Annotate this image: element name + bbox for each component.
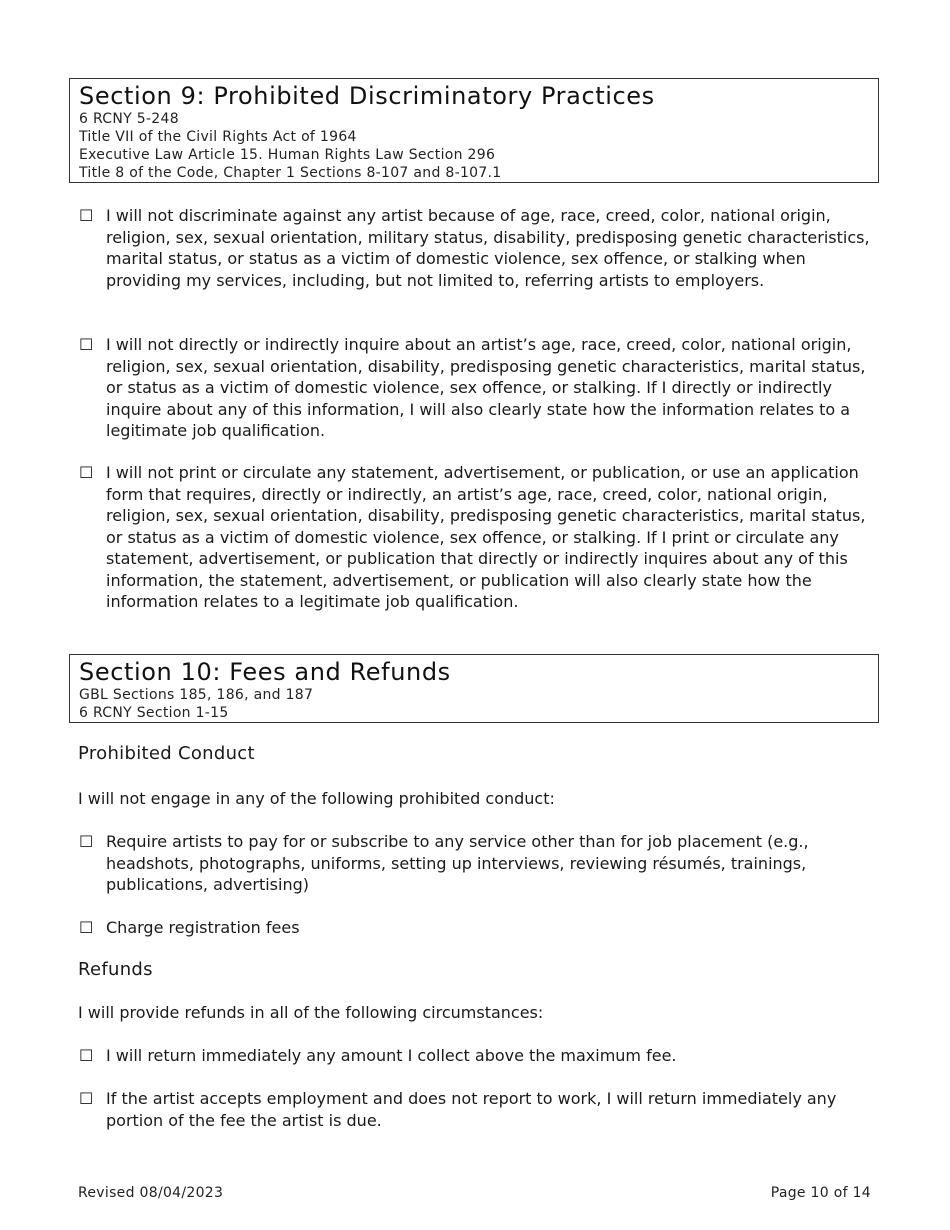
discrimination-item-text: I will not discriminate against any artist because of age, race, creed, color, national origin, religion, sex, sexual orientation, military status, disability, predisposing genetic characteristics, marital status, or status as a victim of domestic violence, sex offence, or stalking when providing my services, including, but not limited to, referring artists to employers. bbox=[106, 206, 870, 290]
section-9-citation: 6 RCNY 5-248 bbox=[79, 111, 179, 127]
checkbox-icon[interactable]: ☐ bbox=[79, 463, 94, 482]
page-number: Page 10 of 14 bbox=[770, 1185, 871, 1201]
section-9-title: Section 9: Prohibited Discriminatory Practices bbox=[79, 82, 655, 110]
inquiry-item-text: I will not directly or indirectly inquire about an artist’s age, race, creed, color, national origin, religion, sex, sexual orientation, disability, predisposing genetic characteristics, marital status, or status as a victim of domestic violence, sex offence, or stalking. If I directly or indirectly inquire about any of this information, I will also clearly state how the information relates to a legitimate job qualification. bbox=[106, 335, 866, 440]
prohibited-item bbox=[79, 917, 879, 939]
checkbox-icon[interactable]: ☐ bbox=[79, 832, 94, 851]
section-9-citation: Title 8 of the Code, Chapter 1 Sections 8-107 and 8-107.1 bbox=[79, 165, 502, 181]
prohibited-item-text: Charge registration fees bbox=[106, 918, 300, 937]
section-10-citation: 6 RCNY Section 1-15 bbox=[79, 705, 229, 721]
refunds-heading: Refunds bbox=[78, 959, 153, 980]
refund-item bbox=[79, 1088, 859, 1131]
inquiry-item bbox=[79, 334, 874, 442]
revised-date: Revised 08/04/2023 bbox=[78, 1185, 224, 1201]
section-9-citation: Title VII of the Civil Rights Act of 1964 bbox=[79, 129, 357, 145]
section-10-header bbox=[69, 654, 879, 723]
prohibited-conduct-heading: Prohibited Conduct bbox=[78, 743, 255, 764]
refund-item-text: If the artist accepts employment and does not report to work, I will return immediately any portion of the fee the artist is due. bbox=[106, 1089, 837, 1130]
section-10-citation: GBL Sections 185, 186, and 187 bbox=[79, 687, 314, 703]
publication-item bbox=[79, 462, 879, 613]
checkbox-icon[interactable]: ☐ bbox=[79, 1089, 94, 1108]
publication-item-text: I will not print or circulate any statement, advertisement, or publication, or use an application form that requires, directly or indirectly, an artist’s age, race, creed, color, national origin, religion, sex, sexual orientation, disability, predisposing genetic characteristics, marital status, or status as a victim of domestic violence, sex offence, or stalking. If I print or circulate any statement, advertisement, or publication that directly or indirectly inquires about any of this information, the statement, advertisement, or publication will also clearly state how the information relates to a legitimate job qualification. bbox=[106, 463, 866, 611]
checkbox-icon[interactable]: ☐ bbox=[79, 206, 94, 225]
section-9-header bbox=[69, 78, 879, 183]
discrimination-item bbox=[79, 205, 874, 291]
checkbox-icon[interactable]: ☐ bbox=[79, 918, 94, 937]
prohibited-item bbox=[79, 831, 879, 896]
prohibited-item-text: Require artists to pay for or subscribe to any service other than for job placement (e.g., headshots, photographs, uniforms, setting up interviews, reviewing résumés, trainings, publications, advertising) bbox=[106, 832, 809, 894]
prohibited-conduct-intro: I will not engage in any of the following prohibited conduct: bbox=[78, 789, 555, 808]
section-10-title: Section 10: Fees and Refunds bbox=[79, 658, 451, 686]
refund-item-text: I will return immediately any amount I collect above the maximum fee. bbox=[106, 1046, 677, 1065]
section-9-citation: Executive Law Article 15. Human Rights Law Section 296 bbox=[79, 147, 496, 163]
checkbox-icon[interactable]: ☐ bbox=[79, 1046, 94, 1065]
refunds-intro: I will provide refunds in all of the following circumstances: bbox=[78, 1003, 544, 1022]
checkbox-icon[interactable]: ☐ bbox=[79, 335, 94, 354]
refund-item bbox=[79, 1045, 879, 1067]
